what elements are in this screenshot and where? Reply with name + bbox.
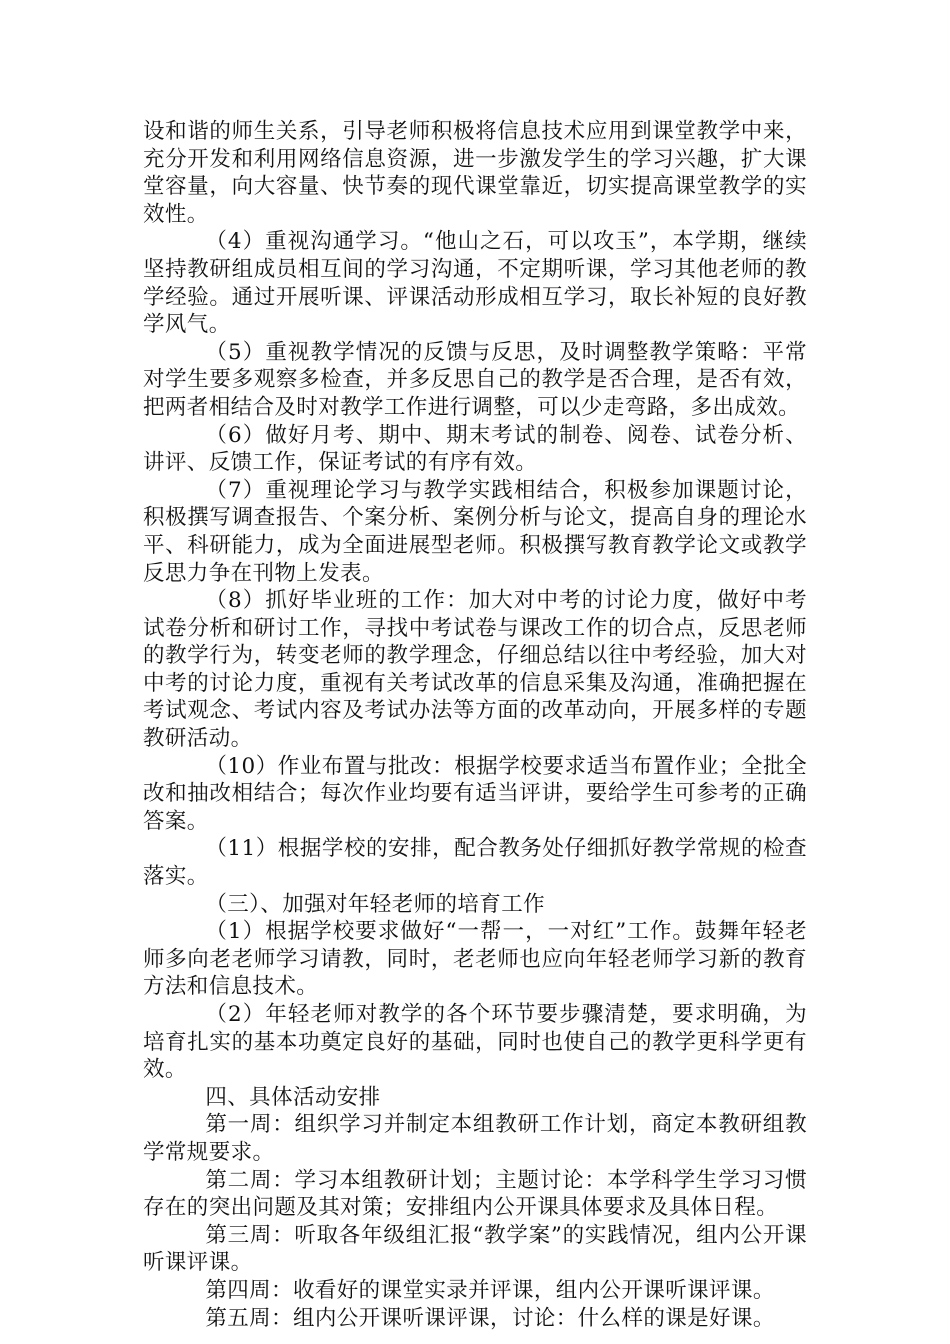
schedule-week-2: 第二周：学习本组教研计划；主题讨论：本学科学生学习习惯存在的突出问题及其对策；安排组内公开课具体要求及具体日程。: [143, 1167, 807, 1221]
paragraph-item-4: （4）重视沟通学习。“他山之石，可以攻玉”，本学期，继续坚持教研组成员相互间的学习沟通，不定期听课，学习其他老师的教学经验。通过开展听课、评课活动形成相互学习，取长补短的良好教学风气。: [143, 229, 807, 338]
paragraph-continuation: 设和谐的师生关系，引导老师积极将信息技术应用到课堂教学中来，充分开发和利用网络信息资源，进一步激发学生的学习兴趣，扩大课堂容量，向大容量、快节奏的现代课堂靠近，切实提高课堂教学的实效性。: [143, 119, 807, 227]
section-heading-young-teachers: （三）、加强对年轻老师的培育工作: [205, 891, 545, 917]
paragraph-item-6: （6）做好月考、期中、期末考试的制卷、阅卷、试卷分析、讲评、反馈工作，保证考试的有序有效。: [143, 422, 807, 476]
section-heading-activities: 四、具体活动安排: [205, 1084, 381, 1110]
paragraph-item-11: （11）根据学校的安排，配合教务处仔细抓好教学常规的检查落实。: [143, 836, 807, 890]
paragraph-item-5: （5）重视教学情况的反馈与反思，及时调整教学策略：平常对学生要多观察多检查，并多反思自己的教学是否合理，是否有效，把两者相结合及时对教学工作进行调整，可以少走弯路，多出成效。: [143, 339, 807, 420]
paragraph-item-10: （10）作业布置与批改：根据学校要求适当布置作业；全批全改和抽改相结合；每次作业均要有适当评讲，要给学生可参考的正确答案。: [143, 753, 807, 834]
schedule-week-1: 第一周：组织学习并制定本组教研工作计划，商定本教研组教学常规要求。: [143, 1112, 807, 1165]
paragraph-item-8: （8）抓好毕业班的工作：加大对中考的讨论力度，做好中考试卷分析和研讨工作，寻找中考试卷与课改工作的切合点，反思老师的教学行为，转变老师的教学理念，仔细总结以往中考经验，加大对中考的讨论力度，重视有关考试改革的信息采集及沟通，准确把握在考试观念、考试内容及考试办法等方面的改革动向，开展多样的专题教研活动。: [143, 588, 807, 752]
schedule-week-5: 第五周：组内公开课听课评课，讨论：什么样的课是好课。: [205, 1305, 775, 1331]
paragraph-young-item-1: （1）根据学校要求做好“一帮一，一对红”工作。鼓舞年轻老师多向老老师学习请教，同时，老老师也应向年轻老师学习新的教育方法和信息技术。: [143, 919, 807, 1000]
schedule-week-4: 第四周：收看好的课堂实录并评课，组内公开课听课评课。: [205, 1277, 775, 1303]
schedule-week-3: 第三周：听取各年级组汇报“教学案”的实践情况，组内公开课听课评课。: [143, 1222, 807, 1276]
document-page: [143, 118, 807, 1332]
paragraph-item-7: （7）重视理论学习与教学实践相结合，积极参加课题讨论，积极撰写调查报告、个案分析、案例分析与论文，提高自身的理论水平、科研能力，成为全面进展型老师。积极撰写教育教学论文或教学反思力争在刊物上发表。: [143, 477, 807, 586]
paragraph-young-item-2: （2）年轻老师对教学的各个环节要步骤清楚，要求明确，为培育扎实的基本功奠定良好的基础，同时也使自己的教学更科学更有效。: [143, 1002, 807, 1083]
